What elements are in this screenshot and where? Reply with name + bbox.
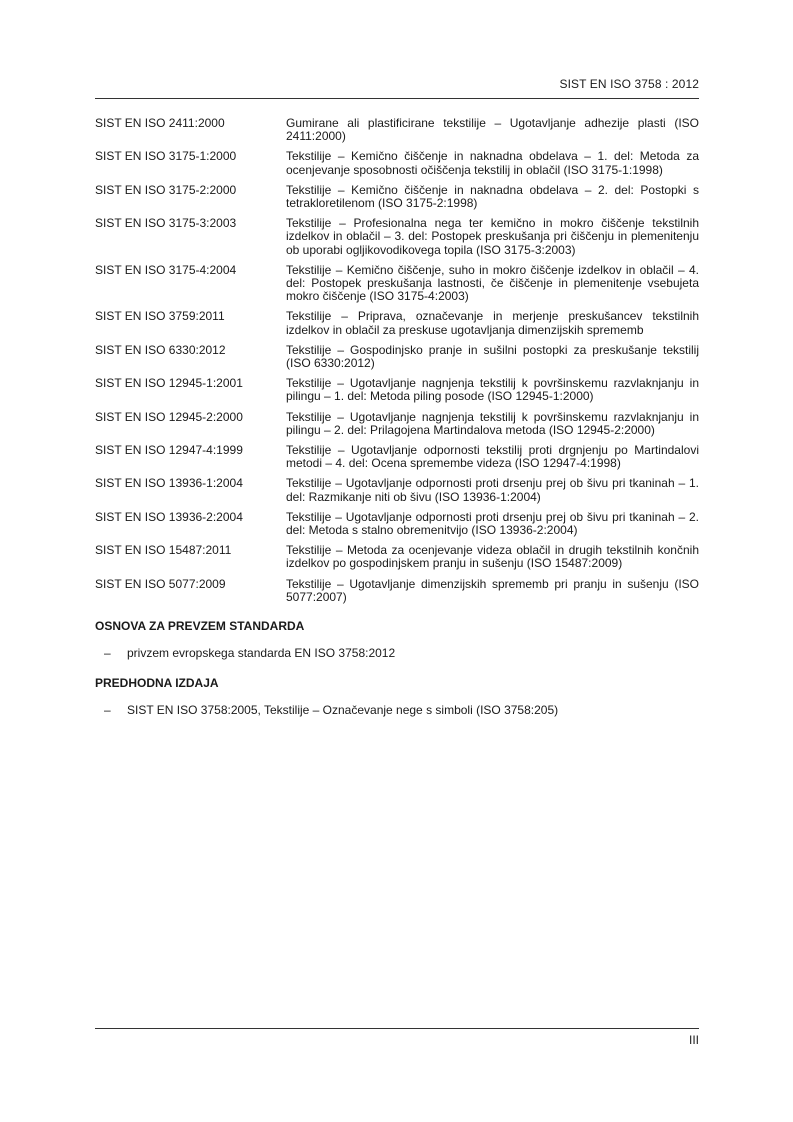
reference-title: Tekstilije – Kemično čiščenje, suho in mokro čiščenje izdelkov in oblačil – 4. del: Postopek preskušanja lastnosti, če čiščenje in plemenitenje vsebujeta mokro čiščenje (ISO 3175-4:2003) — [286, 262, 699, 304]
reference-title: Tekstilije – Priprava, označevanje in merjenje preskušancev tekstilnih izdelkov in oblačil za preskuse ugotavljanja dimenzijskih sprememb — [286, 309, 699, 337]
reference-row — [95, 310, 699, 336]
reference-row — [95, 544, 699, 570]
reference-row — [95, 477, 699, 503]
reference-title: Tekstilije – Kemično čiščenje in naknadna obdelava – 1. del: Metoda za ocenjevanje sposobnosti očiščenja tekstilij in oblačil (ISO 3175-1:1998) — [286, 149, 699, 177]
reference-row — [95, 511, 699, 537]
reference-code: SIST EN ISO 3175-4:2004 — [95, 262, 237, 277]
reference-title: Tekstilije – Ugotavljanje odpornosti proti drsenju prej ob šivu pri tkaninah – 2. del: Metoda s stalno obremenitvijo (ISO 13936-2:2004) — [286, 509, 699, 538]
reference-row — [95, 217, 699, 257]
reference-row — [95, 444, 699, 470]
reference-title: Tekstilije – Metoda za ocenjevanje videza oblačil in drugih tekstilnih končnih izdelkov po gospodinjskem pranju in sušenju (ISO 15487:2009) — [286, 543, 699, 571]
reference-code: SIST EN ISO 3175-2:2000 — [95, 182, 237, 197]
reference-code: SIST EN ISO 13936-2:2004 — [95, 509, 243, 524]
document-page — [95, 0, 699, 1122]
document-header: SIST EN ISO 3758 : 2012 — [559, 77, 699, 91]
reference-code: SIST EN ISO 12945-1:2001 — [95, 376, 243, 391]
reference-code: SIST EN ISO 3175-1:2000 — [95, 149, 237, 164]
previous-edition-item-text: SIST EN ISO 3758:2005, Tekstilije – Označevanje nege s simboli (ISO 3758:205) — [127, 702, 559, 717]
reference-title: Gumirane ali plastificirane tekstilije – Ugotavljanje adhezije plasti (ISO 2411:2000) — [286, 116, 699, 144]
dash-bullet: – — [104, 646, 111, 661]
reference-row — [95, 344, 699, 370]
previous-edition-heading: PREDHODNA IZDAJA — [95, 675, 219, 690]
reference-row — [95, 264, 699, 304]
reference-row — [95, 377, 699, 403]
basis-item-text: privzem evropskega standarda EN ISO 3758:2012 — [127, 646, 396, 661]
basis-list-item — [95, 647, 699, 660]
reference-code: SIST EN ISO 2411:2000 — [95, 116, 225, 130]
reference-title: Tekstilije – Profesionalna nega ter kemično in mokro čiščenje tekstilnih izdelkov in oblačil – 3. del: Postopek preskušanja pri čiščenju in plemenitenju ob uporabi ogljikovodikovega topila (ISO 3175-3:2003) — [286, 216, 699, 257]
page-number: III — [688, 1033, 699, 1047]
reference-code: SIST EN ISO 12947-4:1999 — [95, 443, 243, 458]
footer-divider — [95, 1028, 699, 1029]
reference-title: Tekstilije – Gospodinjsko pranje in sušilni postopki za preskušanje tekstilij (ISO 6330:2012) — [286, 342, 699, 371]
reference-row — [95, 184, 699, 210]
reference-list — [95, 117, 699, 721]
dash-bullet: – — [104, 702, 111, 717]
previous-edition-list-item — [95, 704, 699, 717]
reference-code: SIST EN ISO 6330:2012 — [95, 342, 226, 357]
reference-title: Tekstilije – Ugotavljanje nagnjenja tekstilij k površinskemu razvlaknjanju in pilingu – 1. del: Metoda piling posode (ISO 12945-1:2000) — [286, 376, 699, 404]
reference-row — [95, 411, 699, 437]
header-divider — [95, 98, 699, 99]
reference-title: Tekstilije – Ugotavljanje dimenzijskih sprememb pri pranju in sušenju (ISO 5077:2007) — [286, 576, 699, 604]
basis-heading: OSNOVA ZA PREVZEM STANDARDA — [95, 619, 305, 634]
reference-code: SIST EN ISO 13936-1:2004 — [95, 476, 243, 491]
reference-row — [95, 150, 699, 176]
reference-row — [95, 117, 699, 143]
reference-title: Tekstilije – Kemično čiščenje in naknadna obdelava – 2. del: Postopki s tetrakloretilenom (ISO 3175-2:1998) — [286, 182, 699, 211]
reference-code: SIST EN ISO 12945-2:2000 — [95, 409, 243, 424]
reference-code: SIST EN ISO 5077:2009 — [95, 576, 226, 591]
reference-code: SIST EN ISO 3759:2011 — [95, 309, 225, 324]
reference-code: SIST EN ISO 15487:2011 — [95, 543, 232, 558]
reference-code: SIST EN ISO 3175-3:2003 — [95, 216, 237, 231]
reference-row — [95, 578, 699, 604]
reference-title: Tekstilije – Ugotavljanje nagnjenja tekstilij k površinskemu razvlaknjanju in pilingu – 2. del: Prilagojena Martindalova metoda (ISO 12945-2:2000) — [286, 409, 699, 437]
reference-title: Tekstilije – Ugotavljanje odpornosti proti drsenju prej ob šivu pri tkaninah – 1. del: Razmikanje niti ob šivu (ISO 13936-1:2004) — [286, 476, 699, 504]
reference-title: Tekstilije – Ugotavljanje odpornosti tekstilij proti drgnjenju po Martindalovi metodi – 4. del: Ocena spremembe videza (ISO 12947-4:1998) — [286, 443, 699, 471]
